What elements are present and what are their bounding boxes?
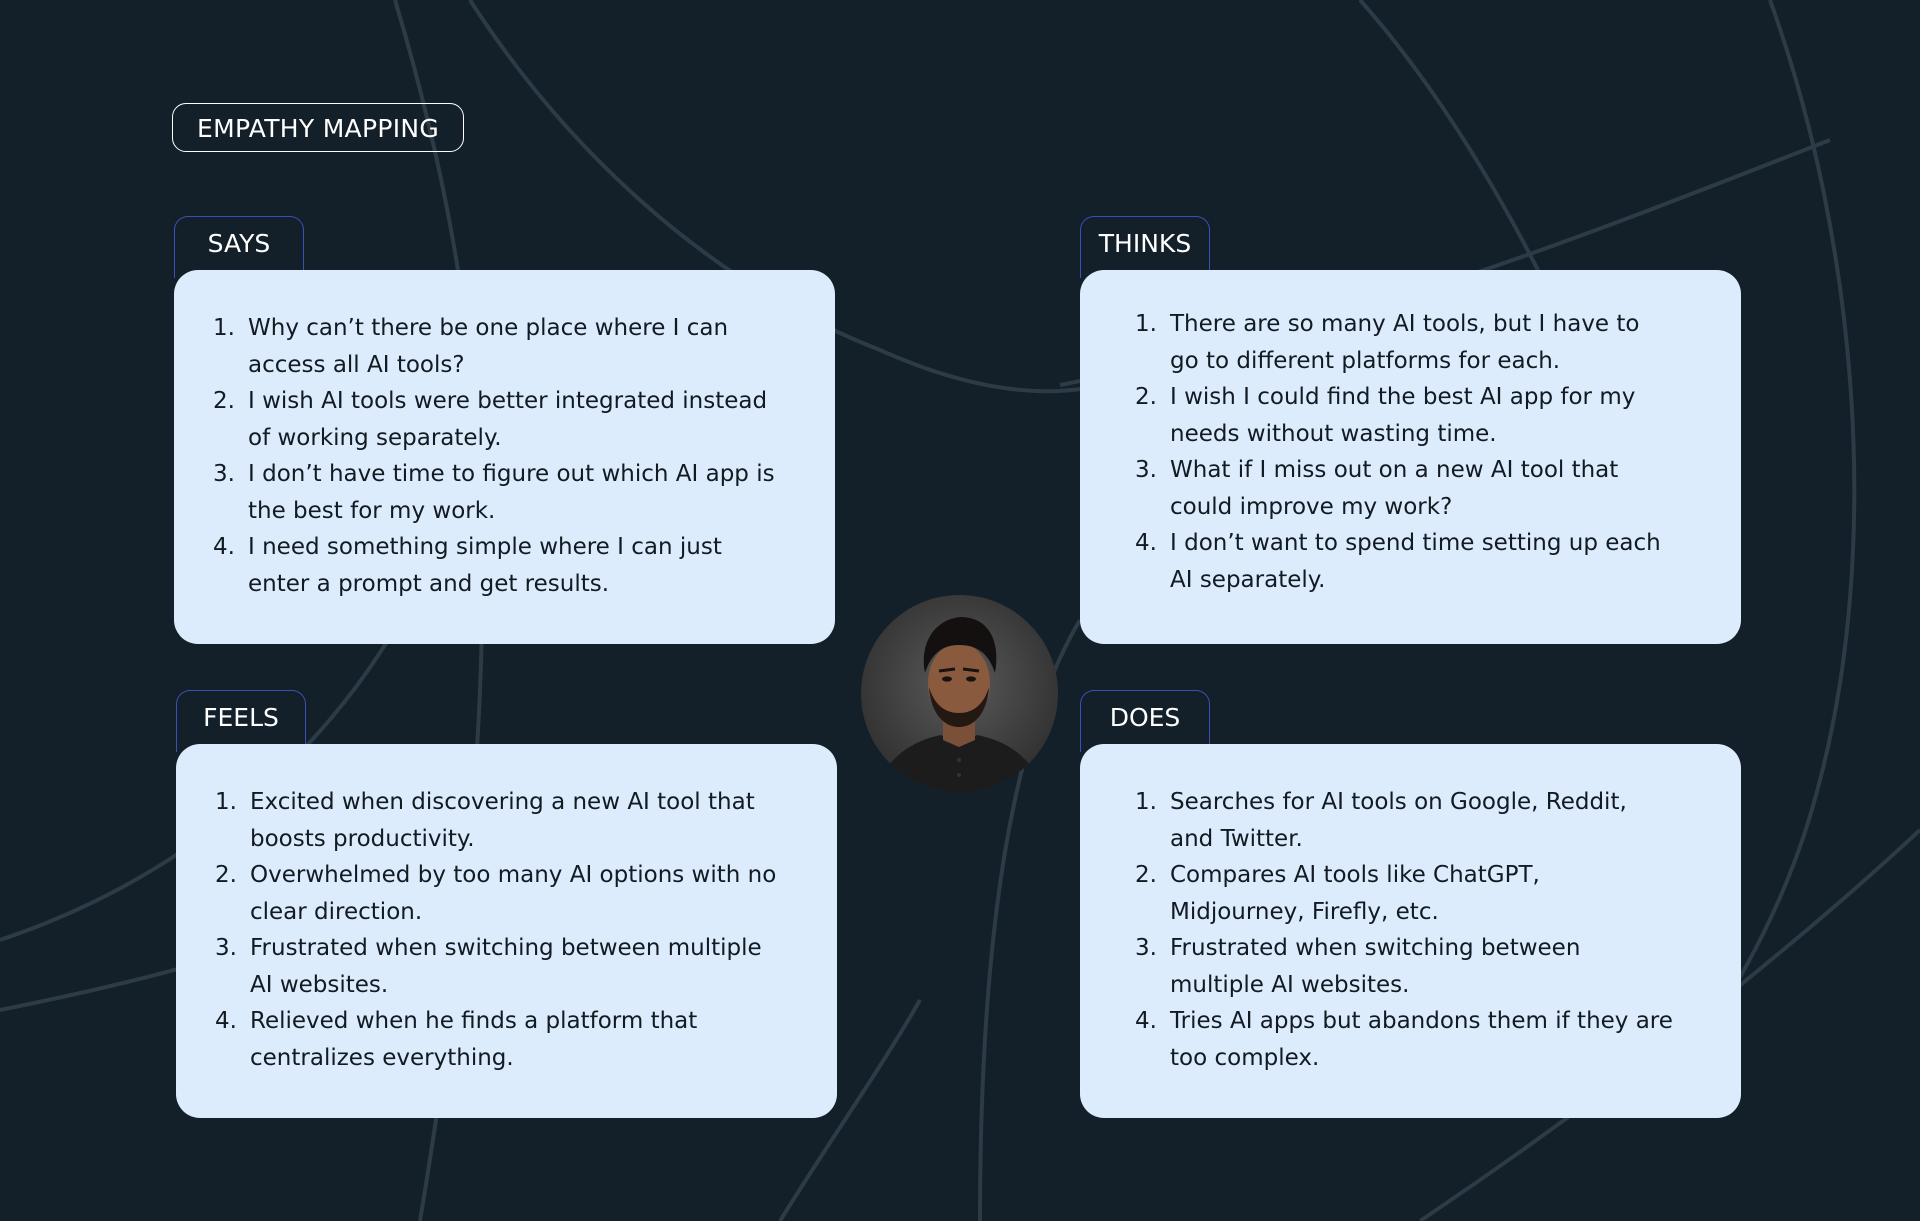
feels-item: Relieved when he finds a platform that centralizes everything. xyxy=(250,1008,698,1071)
says-label: SAYS xyxy=(207,229,271,258)
feels-label: FEELS xyxy=(203,703,279,732)
thinks-item: There are so many AI tools, but I have to go to different platforms for each. xyxy=(1170,311,1640,374)
feels-card xyxy=(176,744,837,1118)
says-item: Why can’t there be one place where I can access all AI tools? xyxy=(248,315,729,378)
thinks-item: I wish I could find the best AI app for my needs without wasting time. xyxy=(1170,384,1636,447)
feels-tab xyxy=(176,690,306,752)
does-card xyxy=(1080,744,1741,1118)
says-item: I need something simple where I can just enter a prompt and get results. xyxy=(248,534,722,597)
says-tab xyxy=(174,216,304,278)
feels-item: Excited when discovering a new AI tool that boosts productivity. xyxy=(250,789,755,852)
thinks-label: THINKS xyxy=(1098,229,1192,258)
feels-item: Frustrated when switching between multiple AI websites. xyxy=(250,935,762,998)
thinks-item: I don’t want to spend time setting up each AI separately. xyxy=(1170,530,1661,593)
does-label: DOES xyxy=(1109,703,1181,732)
feels-list xyxy=(176,744,837,1076)
thinks-item: What if I miss out on a new AI tool that could improve my work? xyxy=(1170,457,1619,520)
persona-avatar xyxy=(861,595,1058,792)
does-list xyxy=(1080,744,1741,1076)
thinks-card xyxy=(1080,270,1741,644)
says-item: I don’t have time to figure out which AI app is the best for my work. xyxy=(248,461,775,524)
says-card xyxy=(174,270,835,644)
does-tab xyxy=(1080,690,1210,752)
says-item: I wish AI tools were better integrated instead of working separately. xyxy=(248,388,768,451)
does-item: Searches for AI tools on Google, Reddit, and Twitter. xyxy=(1170,789,1627,852)
does-item: Frustrated when switching between multiple AI websites. xyxy=(1170,935,1581,998)
thinks-tab xyxy=(1080,216,1210,278)
does-item: Compares AI tools like ChatGPT, Midjourney, Firefly, etc. xyxy=(1170,862,1540,925)
feels-item: Overwhelmed by too many AI options with no clear direction. xyxy=(250,862,777,925)
does-item: Tries AI apps but abandons them if they are too complex. xyxy=(1170,1008,1673,1071)
page-title: EMPATHY MAPPING xyxy=(172,103,464,152)
says-list xyxy=(174,270,835,602)
thinks-list xyxy=(1080,270,1741,598)
